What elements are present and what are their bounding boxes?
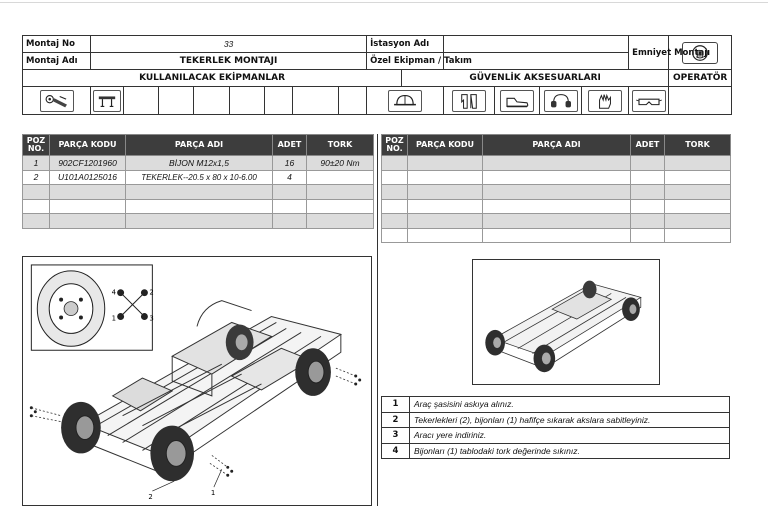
overall-icon [452,90,486,112]
cell-ad: TEKERLEK--20.5 x 80 x 10-6.00 [126,170,273,185]
safety-section-title: GÜVENLİK AKSESUARLARI [402,70,669,87]
equipment-slot-1 [23,87,91,115]
step-text: Tekerlekleri (2), bijonları (1) hafifçe sıkarak akslara sabitleyiniz. [410,412,730,428]
sequence-label-2: 2 [149,288,154,297]
callout-leader-1 [214,469,222,487]
wheel-rear-right [226,324,254,360]
equipment-slot-5 [194,87,230,115]
column-divider [377,134,378,506]
wheel-front-right [295,348,331,396]
step-row [382,397,730,413]
table-row [382,228,731,243]
table-row [382,185,731,200]
assembly-figure-result [472,259,660,385]
sequence-label-4: 4 [111,288,117,297]
table-row [382,199,731,214]
step-row [382,428,730,444]
operator-slot [669,87,732,115]
callout-1-label: 1 [210,489,216,498]
safety-slot-2 [444,87,495,115]
equipment-slot-3 [124,87,159,115]
cell-adet: 4 [273,170,307,185]
parts-table-left [22,134,374,229]
safety-slot-3 [495,87,540,115]
step-text: Bijonları (1) tablodaki tork değerinde sıkınız. [410,443,730,459]
step-row [382,443,730,459]
equipment-section-title: KULLANILACAK EKİPMANLAR [23,70,402,87]
safety-slot-1 [367,87,444,115]
top-divider [0,2,768,3]
col-poz: POZ NO. [23,135,50,156]
parts-table-right [381,134,731,243]
safety-shoe-icon [500,90,534,112]
col-parca-kodu: PARÇA KODU [408,135,483,156]
istasyon-value [444,36,629,53]
hand-warning-icon [682,42,718,64]
equipment-slot-7 [265,87,293,115]
wheel-detail-inset [31,265,152,350]
callout-leader-2 [152,481,174,491]
col-parca-kodu: PARÇA KODU [50,135,126,156]
step-number: 2 [382,412,410,428]
chassis-frame-small [493,284,641,369]
helmet-icon [388,90,422,112]
equipment-slot-6 [230,87,265,115]
operator-title: OPERATÖR [669,70,732,87]
cell-poz: 1 [23,156,50,171]
equipment-slot-8 [293,87,339,115]
stand-icon [93,90,121,112]
montaj-adi-label: Montaj Adı [23,53,91,70]
col-parca-adi: PARÇA ADI [126,135,273,156]
assembled-chassis-illustration [473,260,659,384]
table-row [23,170,374,185]
col-poz: POZ NO. [382,135,408,156]
ozel-ekipman-label: Özel Ekipman / Takım [367,53,444,70]
instruction-steps-table [381,396,730,459]
col-tork: TORK [665,135,731,156]
glove-icon [588,90,622,112]
safety-slot-5 [582,87,629,115]
callout-2-label: 2 [148,493,153,502]
cell-kod: U101A0125016 [50,170,126,185]
sequence-label-1: 1 [111,314,117,323]
cell-tork [307,170,374,185]
wheel-rear-left [61,402,101,454]
table-row [382,170,731,185]
table-row [23,199,374,214]
step-number: 1 [382,397,410,413]
sequence-label-3: 3 [149,314,154,323]
chassis-wheel-illustration [23,257,371,505]
step-row [382,412,730,428]
col-tork: TORK [307,135,374,156]
impact-wrench-icon [40,90,74,112]
step-text: Araç şasisini askıya alınız. [410,397,730,413]
table-row [23,214,374,229]
step-number: 4 [382,443,410,459]
emniyet-label: Emniyet Montajı [629,36,669,70]
col-adet: ADET [273,135,307,156]
step-number: 3 [382,428,410,444]
assembly-header-table [22,35,732,115]
col-parca-adi: PARÇA ADI [483,135,631,156]
istasyon-label: İstasyon Adı [367,36,444,53]
step-text: Aracı yere indiriniz. [410,428,730,444]
table-row [23,185,374,200]
montaj-adi-value: TEKERLEK MONTAJI [91,53,367,70]
montaj-no-label: Montaj No [23,36,91,53]
goggles-icon [632,90,666,112]
assembly-figure-main [22,256,372,506]
ear-protection-icon [544,90,578,112]
cell-ad: BİJON M12x1,5 [126,156,273,171]
equipment-slot-9 [339,87,367,115]
col-adet: ADET [631,135,665,156]
equipment-slot-4 [159,87,194,115]
table-row [382,214,731,229]
cell-poz: 2 [23,170,50,185]
equipment-slot-2 [91,87,124,115]
wheel-front-left [150,426,194,482]
cell-tork: 90±20 Nm [307,156,374,171]
table-row [23,156,374,171]
montaj-no-value: 33 [91,36,367,53]
safety-slot-4 [540,87,582,115]
cell-adet: 16 [273,156,307,171]
table-row [382,156,731,171]
cell-kod: 902CF1201960 [50,156,126,171]
safety-slot-6 [629,87,669,115]
